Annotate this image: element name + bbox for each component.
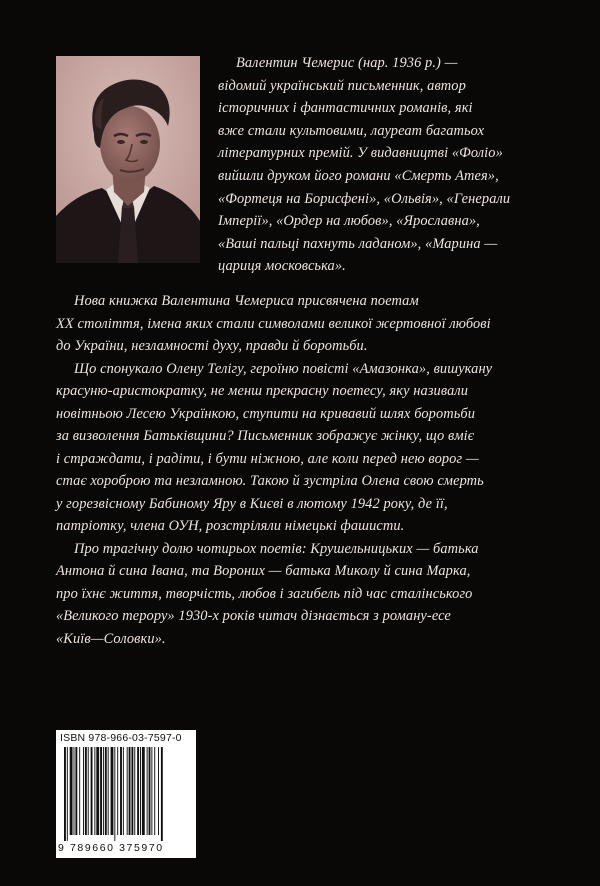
isbn-barcode — [56, 730, 196, 858]
annotation-line: Про трагічну долю чотирьох поетів: Крушельницьких — батька — [74, 540, 479, 557]
barcode-bar — [64, 747, 66, 841]
bio-line: вже стали культовими, лауреат багатьох — [218, 122, 485, 139]
annotation-line: стає хороброю та незламною. Такою й зустріла Олена свою смерть — [56, 473, 484, 489]
bio-line: «Ваші пальці пахнуть ладаном», «Марина — — [218, 235, 498, 252]
barcode-bar — [83, 747, 84, 835]
annotation-line: у горезвісному Бабиному Яру в Києві в лютому 1942 року, де її, — [56, 495, 448, 512]
bio-line: літературних премій. У видавництві «Фоліо» — [218, 145, 503, 162]
barcode-bar — [108, 747, 109, 835]
barcode-digits: 9 789660 375970 — [58, 842, 164, 854]
barcode-bar — [100, 747, 102, 835]
annotation-line: «Київ—Соловки». — [56, 630, 166, 647]
book-annotation — [56, 290, 556, 650]
barcode-bar — [103, 747, 104, 835]
author-portrait — [56, 56, 200, 263]
barcode-bar — [75, 747, 77, 835]
annotation-line: за визволення Батьківщини? Письменник зображує жінку, що вміє — [56, 428, 475, 444]
barcode-bar — [123, 747, 124, 835]
barcode-bar — [158, 747, 159, 835]
annotation-line: патріотку, члена ОУН, розстріляли німецькі фашисти. — [56, 518, 405, 534]
annotation-line: і страждати, і радіти, і бути ніжною, але коли перед нею ворог — — [56, 450, 479, 467]
barcode-bar — [111, 747, 114, 835]
annotation-line: Що спонукало Олену Телігу, героїню повісті «Амазонка», вишукану — [74, 360, 493, 377]
barcode-bar — [70, 747, 73, 835]
barcode-bar — [154, 747, 155, 835]
barcode-bar — [85, 747, 87, 835]
isbn-number: ISBN 978-966-03-7597-0 — [60, 732, 182, 744]
barcode-bar — [79, 747, 80, 835]
annotation-line: Нова книжка Валентина Чемериса присвячена поетам — [74, 293, 419, 309]
bio-line: Валентин Чемерис (нар. 1936 р.) — — [236, 55, 458, 71]
annotation-line: Антона й сина Івана, та Вороних — батька Миколу й сина Марка, — [56, 563, 471, 579]
barcode-bar — [147, 747, 148, 835]
barcode-bar — [94, 747, 95, 835]
bio-line: історичних і фантастичних романів, які — [218, 100, 473, 117]
annotation-line: XX століття, імена яких стали символами великої жертовної любові — [56, 315, 491, 332]
annotation-line: новітньою Лесею Українкою, ступити на кривавий шлях боротьби — [56, 405, 476, 422]
annotation-line: про їхнє життя, творчість, любов і загибель під час сталінського — [56, 585, 473, 602]
barcode-bar — [74, 747, 75, 835]
barcode-bar — [161, 747, 163, 841]
barcode-bar — [105, 747, 107, 835]
barcode-bar — [134, 747, 135, 835]
barcode-bar — [88, 747, 89, 835]
barcode-bar — [67, 747, 68, 841]
barcode-bar — [129, 747, 131, 835]
barcode-bar — [151, 747, 152, 835]
bio-line: цариця московська». — [218, 258, 346, 275]
annotation-line: красуню-аристократку, не менш прекрасну поетесу, яку називали — [56, 383, 469, 399]
annotation-line: до України, незламності духу, правди й боротьби. — [56, 338, 368, 354]
bio-line: Імперії», «Ордер на любов», «Ярославна», — [218, 213, 480, 230]
barcode-bar — [140, 747, 141, 835]
barcode-bar — [131, 747, 133, 835]
barcode-bar — [142, 747, 145, 835]
barcode-bar — [149, 747, 151, 835]
author-bio — [218, 52, 558, 278]
bio-line: вийшли друком його романи «Смерть Атея», — [218, 167, 499, 184]
barcode-bar — [114, 747, 115, 841]
barcode-bars — [64, 747, 190, 841]
barcode-bar — [120, 747, 122, 835]
bio-line: «Фортеця на Борисфені», «Ольвія», «Генерали — [218, 190, 511, 207]
barcode-bar — [127, 747, 128, 835]
annotation-line: «Великого терору» 1930-х років читач дізнається з роману-есе — [56, 608, 451, 624]
barcode-bar — [117, 747, 118, 835]
barcode-bar — [91, 747, 93, 835]
bio-line: відомий український письменник, автор — [218, 77, 466, 94]
barcode-bar — [96, 747, 99, 835]
barcode-bar — [137, 747, 139, 835]
